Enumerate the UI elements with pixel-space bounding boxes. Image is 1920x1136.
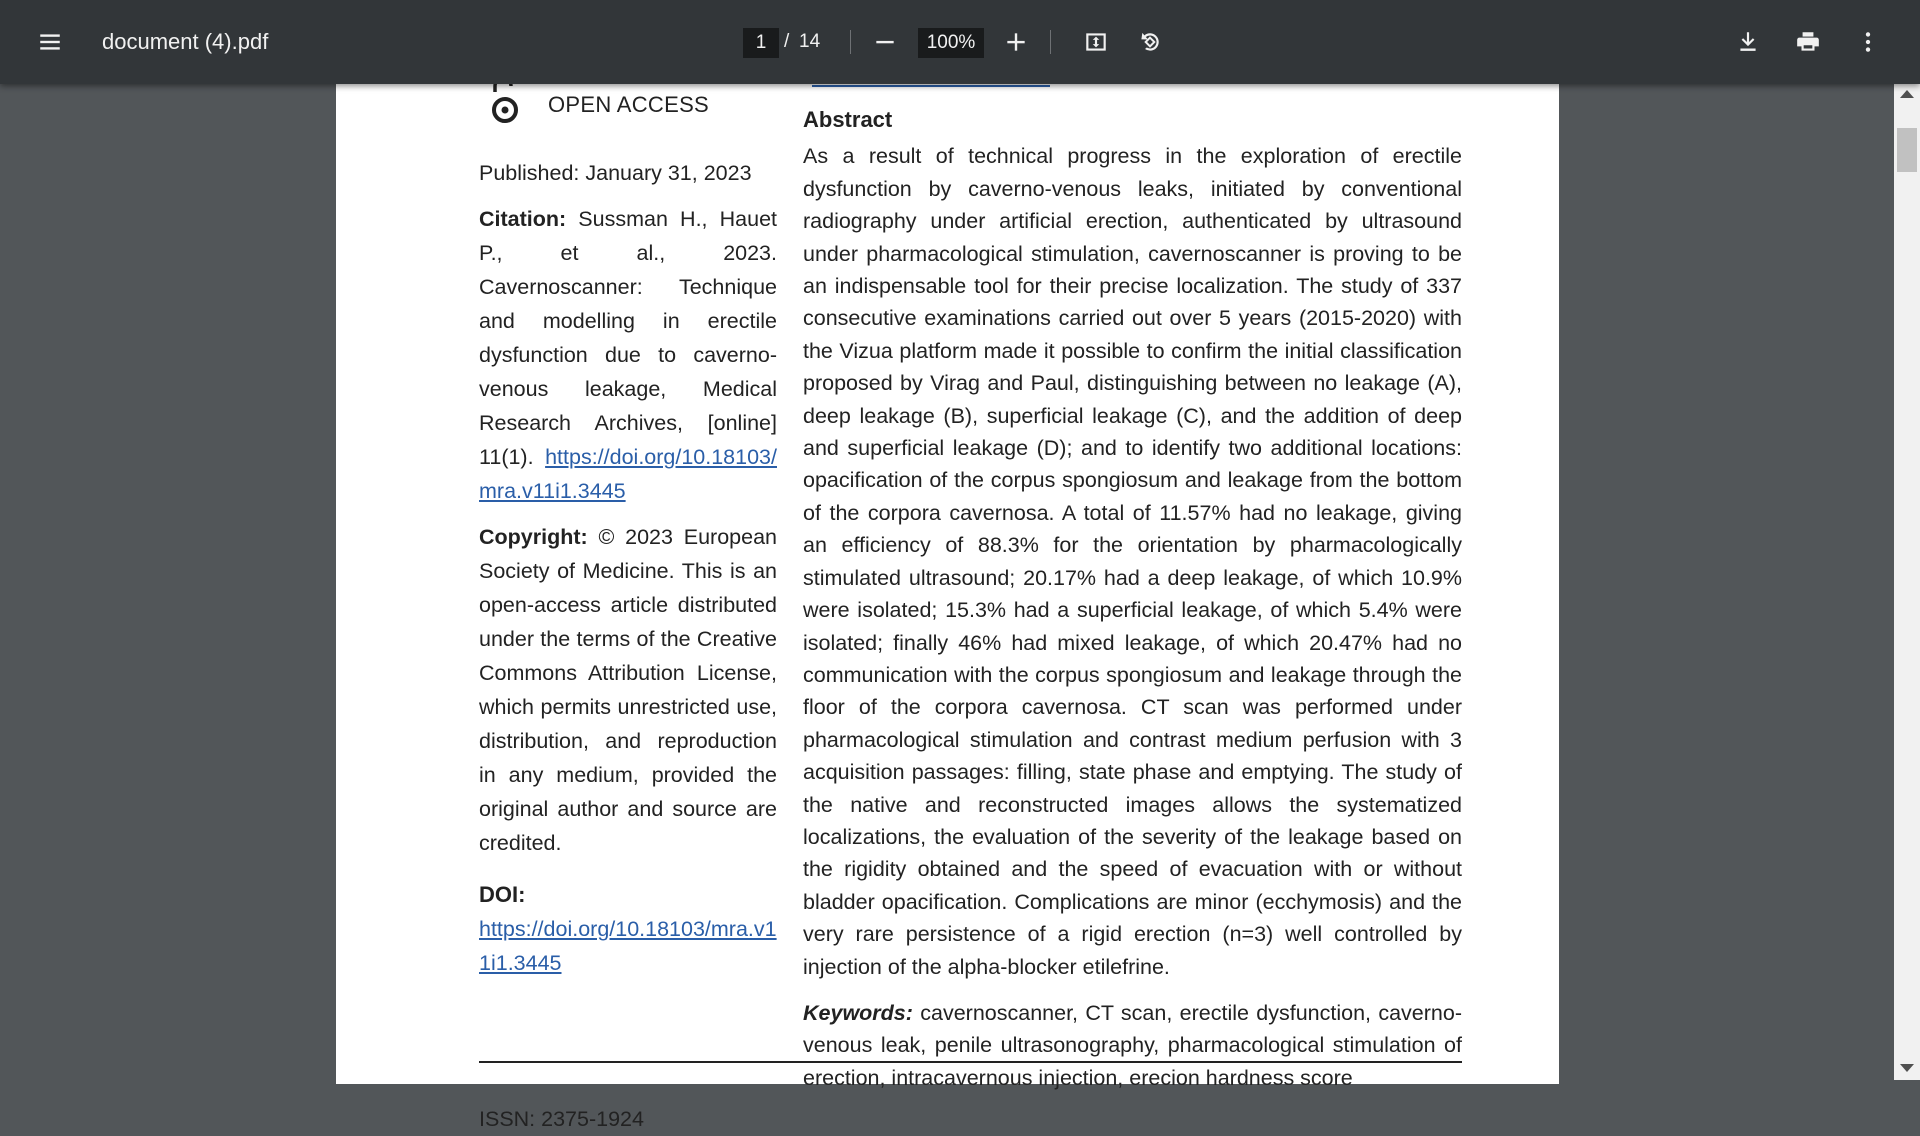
footer-rule	[479, 1061, 1462, 1063]
pdf-page	[336, 84, 1559, 1131]
copyright-block	[479, 520, 777, 860]
more-options-button[interactable]	[1848, 22, 1888, 62]
article-info-column	[479, 156, 777, 1131]
document-title: document (4).pdf	[102, 29, 269, 54]
toolbar-divider	[850, 30, 851, 54]
page-separator: /	[784, 31, 790, 52]
abstract-heading: Abstract	[803, 107, 893, 132]
print-button[interactable]	[1788, 22, 1828, 62]
zoom-level-input[interactable]	[918, 28, 984, 58]
rotate-icon	[1137, 29, 1163, 55]
citation-block	[479, 202, 777, 508]
download-button[interactable]	[1728, 22, 1768, 62]
published-date: Published: January 31, 2023	[479, 161, 752, 185]
abstract-column	[803, 104, 1462, 1094]
doi-label: DOI:	[479, 882, 526, 907]
scroll-up-arrow-icon[interactable]	[1900, 90, 1914, 98]
cut-off-link-underline[interactable]	[812, 84, 1050, 87]
copyright-label: Copyright:	[479, 525, 588, 549]
doi-link[interactable]: https://doi.org/10.18103/mra.v11i1.3445	[479, 917, 777, 975]
download-icon	[1735, 29, 1761, 55]
citation-label: Citation:	[479, 207, 567, 231]
keywords-label: Keywords:	[803, 1000, 913, 1025]
minus-icon	[872, 29, 898, 55]
open-access-label: OPEN ACCESS	[548, 92, 710, 117]
open-access-lock-icon	[484, 82, 526, 124]
keywords-block	[803, 997, 1462, 1094]
zoom-out-button[interactable]	[865, 22, 905, 62]
scroll-down-arrow-icon[interactable]	[1900, 1064, 1914, 1072]
fit-to-page-button[interactable]	[1076, 22, 1116, 62]
more-vertical-icon	[1855, 29, 1881, 55]
rotate-button[interactable]	[1130, 22, 1170, 62]
toolbar-divider	[1050, 30, 1051, 54]
issn: ISSN: 2375-1924	[479, 1107, 644, 1131]
plus-icon	[1003, 29, 1029, 55]
vertical-scrollbar[interactable]	[1894, 84, 1920, 1080]
scrollbar-thumb[interactable]	[1897, 128, 1917, 172]
page-total: 14	[799, 31, 821, 52]
menu-button[interactable]	[30, 22, 70, 62]
doi-block	[479, 912, 777, 980]
zoom-in-button[interactable]	[996, 22, 1036, 62]
citation-doi-link[interactable]: https://doi.org/10.18103/mra.v11i1.3445	[479, 445, 777, 503]
pdf-toolbar	[0, 0, 1920, 84]
fit-to-page-icon	[1083, 29, 1109, 55]
page-number-input[interactable]	[743, 28, 779, 58]
abstract-text: As a result of technical progress in the exploration of erectile dysfunction by caverno-venous leaks, initiated by conventional radiography under artificial erection, authenticated by ultrasound under pharmacological stimulation, cavernoscanner is proving to be an indispensable tool for their precise localization. The study of 337 consecutive examinations carried out over 5 years (2015-2020) with the Vizua platform made it possible to confirm the initial classification proposed by Virag and Paul, distinguishing between no leakage (A), deep leakage (B), superficial leakage (C), and the addition of deep and superficial leakage (D); and to identify two additional locations: opacification of the corpus spongiosum and leakage from the bottom of the corpora cavernosa. A total of 11.57% had no leakage, giving an efficiency of 88.3% for the orientation by pharmacologically stimulated ultrasound; 20.17% had a deep leakage, of which 10.9% were isolated; 15.3% had a superficial leakage, of which 5.4% were isolated; finally 46% had mixed leakage, of which 20.47% had no communication with the corpus spongiosum and leakage through the floor of the corpora cavernosa. CT scan was performed under pharmacological stimulation and contrast medium perfusion with 3 acquisition passages: filling, state phase and emptying. The study of the native and reconstructed images allows the systematized localizations, the evaluation of the severity of the leakage based on the rigidity obtained and the speed of evacuation with or without bladder opacification. Complications are minor (ecchymosis) and the very rare persistence of a rigid erection (n=3) well controlled by injection of the alpha-blocker etilefrine.	[803, 144, 1462, 979]
hamburger-menu-icon	[37, 29, 63, 55]
print-icon	[1795, 29, 1821, 55]
copyright-text: © 2023 European Society of Medicine. This is an open-access article distributed under the terms of the Creative Commons Attribution License, which permits unrestricted use, distribution, and reproduction in any medium, provided the original author and source are credited.	[479, 525, 777, 855]
citation-text: Sussman H., Hauet P., et al., 2023. Cavernoscanner: Technique and modelling in erectile dysfunction due to caverno-venous leakage, Medical Research Archives, [online] 11(1).	[479, 207, 777, 469]
keywords-text: cavernoscanner, CT scan, erectile dysfunction, caverno-venous leak, penile ultrasonography, pharmacological stimulation of erection, intracavernous injection, erecion hardness score	[803, 1000, 1462, 1090]
